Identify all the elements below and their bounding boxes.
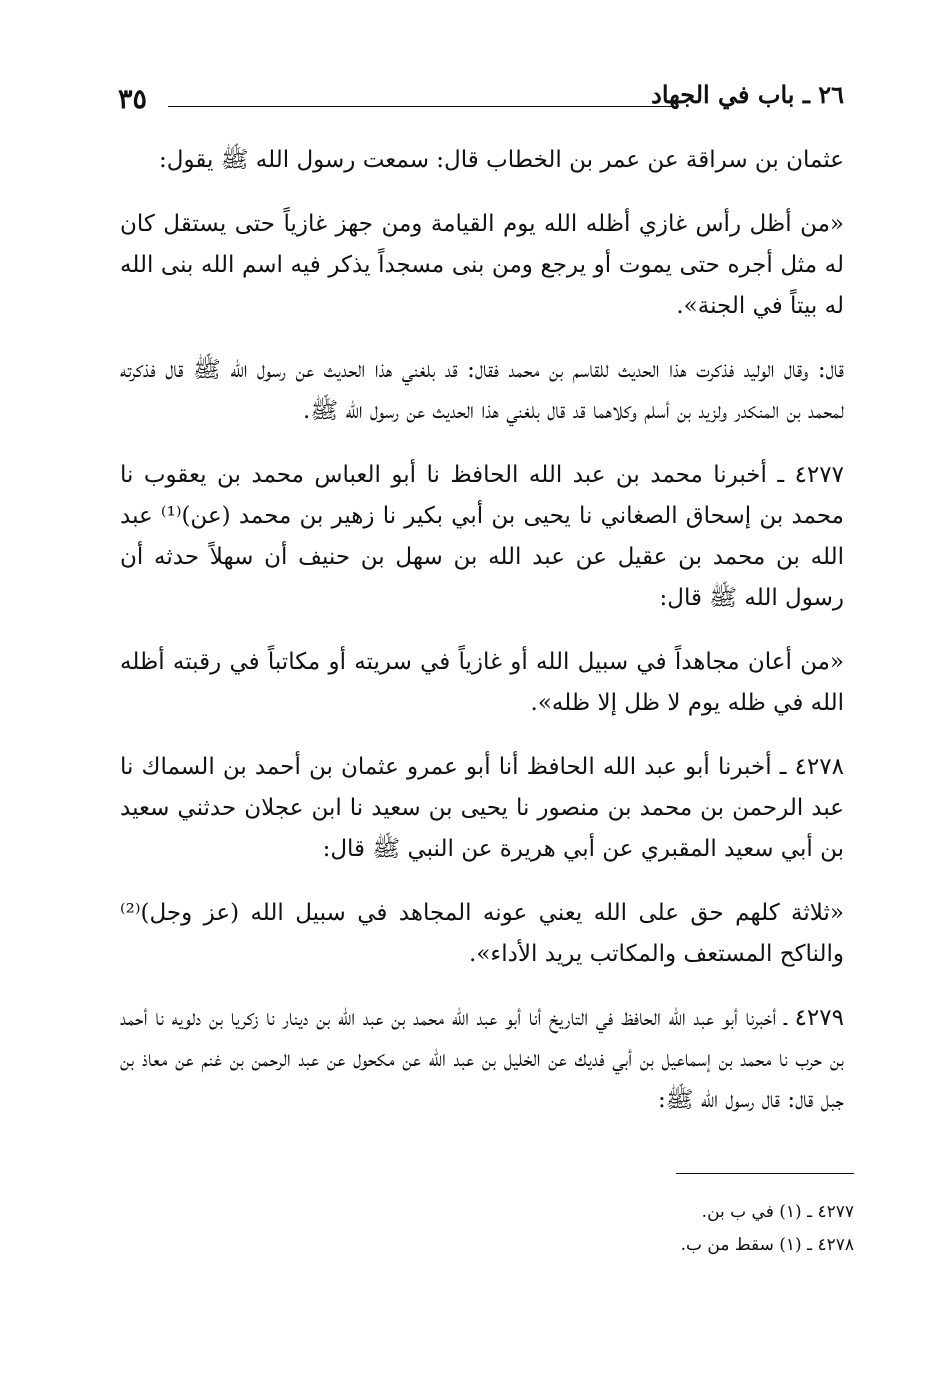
main-text	[120, 140, 844, 1144]
footnotes	[300, 1196, 854, 1262]
footnote: ٤٢٧٧ ـ (١) في ب بن.	[701, 1202, 854, 1222]
footnote-rule	[676, 1173, 854, 1174]
paragraph: «ثلاثة كلهم حق على الله يعني عونه المجاهد في سبيل الله (عز وجل)⁽²⁾ والناكح المستعف والمكاتب يريد الأداء».	[120, 900, 844, 967]
paragraph: «من أعان مجاهداً في سبيل الله أو غازياً في سريته أو مكاتباً في رقبته أظله الله في ظله يوم لا ظل إلا ظله».	[120, 649, 844, 716]
hadith-4277: ٤٢٧٧ ـ أخبرنا محمد بن عبد الله الحافظ نا أبو العباس محمد بن يعقوب نا محمد بن إسحاق الصغاني نا يحيى بن أبي بكير نا زهير بن محمد (عن)⁽¹⁾ عبد الله بن محمد بن عقيل عن عبد الله بن سهل بن حنيف أن سهلاً حدثه أن رسول الله ﷺ قال:	[120, 462, 844, 611]
paragraph: «من أظل رأس غازي أظله الله يوم القيامة ومن جهز غازياً حتى يستقل كان له مثل أجره حتى يموت أو يرجع ومن بنى مسجداً يذكر فيه اسم الله بنى الله له بيتاً في الجنة».	[120, 211, 844, 319]
paragraph: عثمان بن سراقة عن عمر بن الخطاب قال: سمعت رسول الله ﷺ يقول:	[159, 147, 844, 173]
page-number: ٣٥	[118, 84, 148, 115]
header-rule	[168, 106, 674, 107]
footnote: ٤٢٧٨ ـ (١) سقط من ب.	[680, 1235, 854, 1255]
hadith-4279: ٤٢٧٩ ـ أخبرنا أبو عبد الله الحافظ في التاريخ أنا أبو عبد الله محمد بن عبد الله بن دينار نا زكريا بن دلويه نا أحمد بن حرب نا محمد بن إسماعيل بن أبي فديك عن الخليل بن عبد الله عن مكحول عن عبد الرحمن بن غنم عن معاذ بن جبل قال: قال رسول الله ﷺ:	[120, 1005, 844, 1113]
paragraph: قال: وقال الوليد فذكرت هذا الحديث للقاسم بن محمد فقال: قد بلغني هذا الحديث عن رسول الله ﷺ قال فذكرته لمحمد بن المنكدر ولزيد بن أسلم وكلاهما قد قال بلغني هذا الحديث عن رسول الله ﷺ.	[120, 357, 844, 424]
page-header	[118, 76, 844, 120]
hadith-4278: ٤٢٧٨ ـ أخبرنا أبو عبد الله الحافظ أنا أبو عمرو عثمان بن أحمد بن السماك نا عبد الرحمن بن محمد بن منصور نا يحيى بن سعيد نا ابن عجلان حدثني سعيد بن أبي سعيد المقبري عن أبي هريرة عن النبي ﷺ قال:	[120, 754, 844, 862]
running-title: ٢٦ ـ باب في الجهاد	[651, 80, 844, 109]
